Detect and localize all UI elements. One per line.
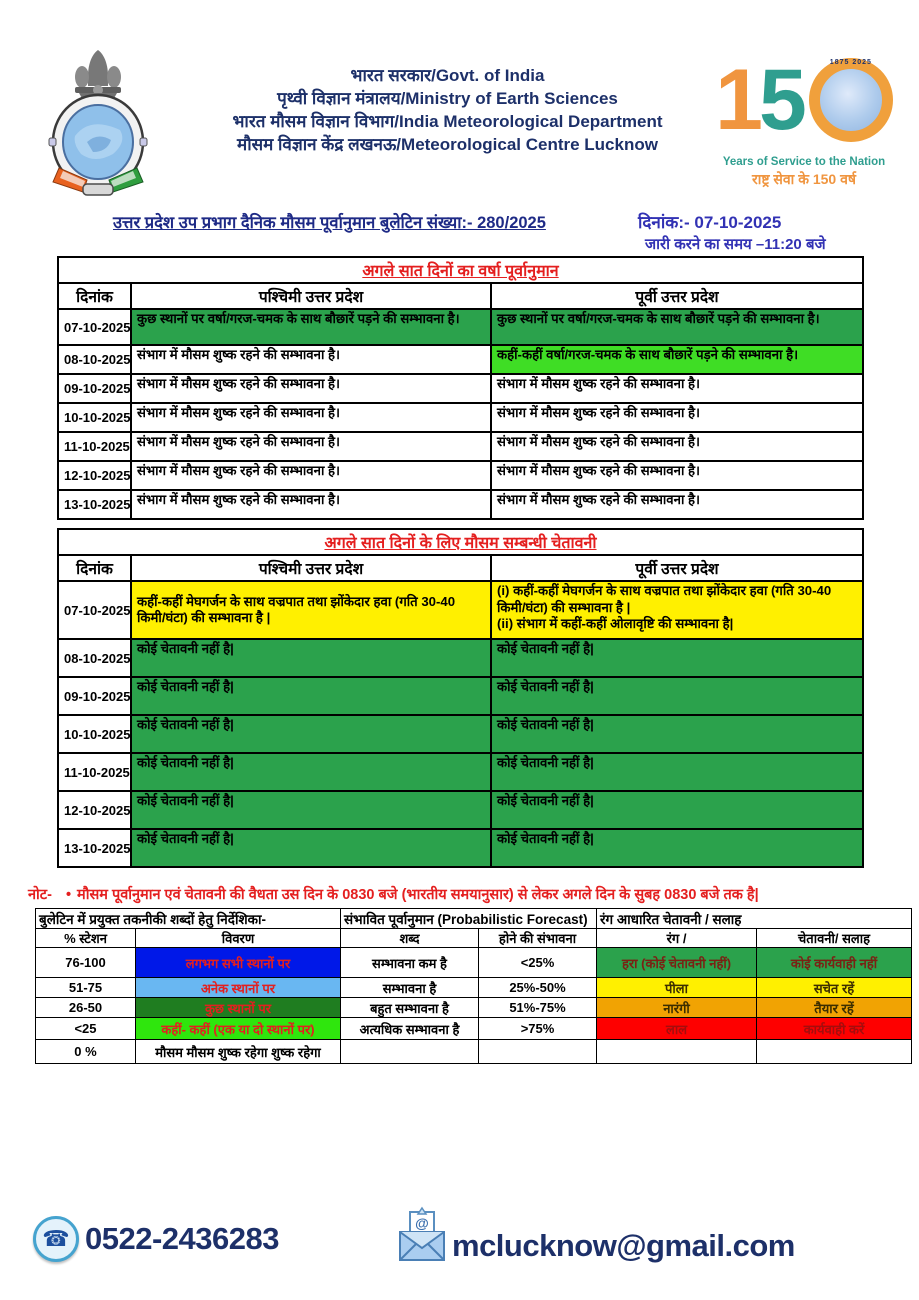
warning-west-3: कोई चेतावनी नहीं है| bbox=[131, 715, 491, 753]
forecast-row bbox=[58, 345, 863, 374]
forecast-row bbox=[58, 461, 863, 490]
legend-colour-2: नारंगी bbox=[597, 998, 757, 1018]
legend-desc-1: अनेक स्थानों पर bbox=[136, 978, 341, 998]
legend-row bbox=[36, 978, 912, 998]
forecast-west-5: संभाग में मौसम शुष्क रहने की सम्भावना है। bbox=[131, 461, 491, 490]
legend-word-3: अत्यधिक सम्भावना है bbox=[341, 1018, 479, 1040]
gov-line-1: भारत सरकार/Govt. of India bbox=[350, 66, 545, 85]
warning-east-1: कोई चेतावनी नहीं है| bbox=[491, 639, 863, 677]
warning-east-2: कोई चेतावनी नहीं है| bbox=[491, 677, 863, 715]
gov-line-3: भारत मौसम विज्ञान विभाग/India Meteorological Department bbox=[232, 112, 663, 131]
legend-desc-3: कहीं- कहीं (एक या दो स्थानों पर) bbox=[136, 1018, 341, 1040]
forecast-east-4: संभाग में मौसम शुष्क रहने की सम्भावना है। bbox=[491, 432, 863, 461]
forecast-date-1: 08-10-2025 bbox=[58, 345, 131, 374]
note-text: मौसम पूर्वानुमान एवं चेतावनी की वैधता उस दिन के 0830 बजे (भारतीय समयानुसार) से लेकर अगले दिन के सुबह 0830 बजे तक है| bbox=[77, 887, 759, 903]
legend-prob-1: 25%-50% bbox=[479, 978, 597, 998]
warning-date-6: 13-10-2025 bbox=[58, 829, 131, 867]
legend-col-word: शब्द bbox=[341, 929, 479, 948]
warning-west-0: कहीं-कहीं मेघगर्जन के साथ वज्रपात तथा झोंकेदार हवा (गति 30-40 किमी/घंटा) की सम्भावना है | bbox=[131, 581, 491, 639]
warning-date-3: 10-10-2025 bbox=[58, 715, 131, 753]
warning-row bbox=[58, 639, 863, 677]
gov-line-4: मौसम विज्ञान केंद्र लखनऊ/Meteorological Centre Lucknow bbox=[237, 135, 658, 154]
warning-date-2: 09-10-2025 bbox=[58, 677, 131, 715]
legend-advice-0: कोई कार्यवाही नहीं bbox=[757, 948, 912, 978]
warning-east-0 bbox=[491, 581, 863, 639]
forecast-west-2: संभाग में मौसम शुष्क रहने की सम्भावना है। bbox=[131, 374, 491, 403]
warning-col-date: दिनांक bbox=[58, 555, 131, 581]
legend-advice-2: तैयार रहें bbox=[757, 998, 912, 1018]
forecast-west-4: संभाग में मौसम शुष्क रहने की सम्भावना है। bbox=[131, 432, 491, 461]
warning-east-0-line2: (ii) संभाग में कहीं-कहीं ओलावृष्टि की सम्भावना है| bbox=[497, 616, 734, 631]
validity-note bbox=[28, 884, 913, 904]
legend-colour-4 bbox=[597, 1040, 757, 1064]
legend-word-2: बहुत सम्भावना है bbox=[341, 998, 479, 1018]
legend-group-terms: बुलेटिन में प्रयुक्त तकनीकी शब्दों हेतु निर्देशिका- bbox=[36, 909, 341, 929]
warning-row bbox=[58, 753, 863, 791]
email-icon bbox=[396, 1206, 448, 1264]
legend-pct-4: 0 % bbox=[36, 1040, 136, 1064]
phone-number: 0522-2436283 bbox=[85, 1221, 279, 1256]
footer-email bbox=[396, 1206, 795, 1264]
issue-time: जारी करने का समय –11:20 बजे bbox=[645, 236, 826, 253]
digit-1: 1 bbox=[715, 52, 759, 148]
forecast-col-date: दिनांक bbox=[58, 283, 131, 309]
forecast-col-west: पश्चिमी उत्तर प्रदेश bbox=[131, 283, 491, 309]
warning-date-1: 08-10-2025 bbox=[58, 639, 131, 677]
forecast-row bbox=[58, 432, 863, 461]
legend-col-advice: चेतावनी/ सलाह bbox=[757, 929, 912, 948]
legend-prob-4 bbox=[479, 1040, 597, 1064]
warning-east-0-line1: (i) कहीं-कहीं मेघगर्जन के साथ वज्रपात तथा झोंकेदार हवा (गति 30-40 किमी/घंटा) की सम्भावना है | bbox=[497, 583, 832, 615]
forecast-east-0: कुछ स्थानों पर वर्षा/गरज-चमक के साथ बौछारें पड़ने की सम्भावना है। bbox=[491, 309, 863, 345]
ring-years: 1875 2025 bbox=[829, 59, 872, 66]
bulletin-date: दिनांक:- 07-10-2025 bbox=[638, 213, 782, 232]
legend-row bbox=[36, 998, 912, 1018]
legend-pct-3: <25 bbox=[36, 1018, 136, 1040]
forecast-row bbox=[58, 490, 863, 519]
forecast-row bbox=[58, 309, 863, 345]
legend-pct-0: 76-100 bbox=[36, 948, 136, 978]
warning-east-3: कोई चेतावनी नहीं है| bbox=[491, 715, 863, 753]
forecast-east-6: संभाग में मौसम शुष्क रहने की सम्भावना है। bbox=[491, 490, 863, 519]
forecast-west-3: संभाग में मौसम शुष्क रहने की सम्भावना है। bbox=[131, 403, 491, 432]
legend-word-4 bbox=[341, 1040, 479, 1064]
warning-row bbox=[58, 677, 863, 715]
legend-row bbox=[36, 948, 912, 978]
bulletin-title: उत्तर प्रदेश उप प्रभाग दैनिक मौसम पूर्वानुमान बुलेटिन संख्या:- 280/2025 bbox=[113, 214, 546, 232]
legend-advice-1: सचेत रहें bbox=[757, 978, 912, 998]
imd-logo bbox=[35, 46, 161, 203]
legend-col-pct: % स्टेशन bbox=[36, 929, 136, 948]
forecast-date-3: 10-10-2025 bbox=[58, 403, 131, 432]
forecast-west-1: संभाग में मौसम शुष्क रहने की सम्भावना है। bbox=[131, 345, 491, 374]
forecast-row bbox=[58, 374, 863, 403]
legend-col-desc: विवरण bbox=[136, 929, 341, 948]
legend-word-1: सम्भावना है bbox=[341, 978, 479, 998]
forecast-date-0: 07-10-2025 bbox=[58, 309, 131, 345]
legend-group-probabilistic: संभावित पूर्वानुमान (Probabilistic Forecast) bbox=[341, 909, 597, 929]
warning-east-6: कोई चेतावनी नहीं है| bbox=[491, 829, 863, 867]
gov-line-2: पृथ्वी विज्ञान मंत्रालय/Ministry of Earth Sciences bbox=[277, 89, 618, 108]
bullet-icon: • bbox=[65, 887, 72, 903]
forecast-date-6: 13-10-2025 bbox=[58, 490, 131, 519]
warning-row bbox=[58, 791, 863, 829]
warning-row bbox=[58, 715, 863, 753]
legend-table bbox=[35, 908, 912, 1064]
email-address: mclucknow@gmail.com bbox=[452, 1228, 795, 1263]
legend-pct-1: 51-75 bbox=[36, 978, 136, 998]
legend-pct-2: 26-50 bbox=[36, 998, 136, 1018]
legend-prob-3: >75% bbox=[479, 1018, 597, 1040]
legend-col-prob: होने की संभावना bbox=[479, 929, 597, 948]
warning-west-5: कोई चेतावनी नहीं है| bbox=[131, 791, 491, 829]
legend-advice-3: कार्यवाही करें bbox=[757, 1018, 912, 1040]
legend-colour-3: लाल bbox=[597, 1018, 757, 1040]
warning-west-4: कोई चेतावनी नहीं है| bbox=[131, 753, 491, 791]
forecast-east-2: संभाग में मौसम शुष्क रहने की सम्भावना है। bbox=[491, 374, 863, 403]
legend-advice-4 bbox=[757, 1040, 912, 1064]
legend-row bbox=[36, 1018, 912, 1040]
forecast-east-3: संभाग में मौसम शुष्क रहने की सम्भावना है। bbox=[491, 403, 863, 432]
forecast-table bbox=[57, 256, 864, 520]
svg-text:@: @ bbox=[415, 1215, 429, 1231]
legend-colour-1: पीला bbox=[597, 978, 757, 998]
forecast-table-title: अगले सात दिनों का वर्षा पूर्वानुमान bbox=[58, 257, 863, 283]
legend-group-colour: रंग आधारित चेतावनी / सलाह bbox=[597, 909, 912, 929]
forecast-east-1: कहीं-कहीं वर्षा/गरज-चमक के साथ बौछारें पड़ने की सम्भावना है। bbox=[491, 345, 863, 374]
warning-table bbox=[57, 528, 864, 868]
rashtra-seva-text: राष्ट्र सेवा के 150 वर्ष bbox=[752, 171, 856, 187]
note-label: नोट- bbox=[28, 887, 52, 903]
legend-col-colour: रंग / bbox=[597, 929, 757, 948]
legend-desc-4: मौसम मौसम शुष्क रहेगा शुष्क रहेगा bbox=[136, 1040, 341, 1064]
forecast-col-east: पूर्वी उत्तर प्रदेश bbox=[491, 283, 863, 309]
150-number bbox=[693, 52, 915, 148]
imd-emblem-icon bbox=[35, 46, 161, 198]
digit-5: 5 bbox=[759, 52, 805, 148]
legend-desc-0: लगभग सभी स्थानों पर bbox=[136, 948, 341, 978]
legend-prob-2: 51%-75% bbox=[479, 998, 597, 1018]
legend-row bbox=[36, 1040, 912, 1064]
forecast-west-0: कुछ स्थानों पर वर्षा/गरज-चमक के साथ बौछारें पड़ने की सम्भावना है। bbox=[131, 309, 491, 345]
150-years-logo bbox=[693, 52, 915, 189]
forecast-row bbox=[58, 403, 863, 432]
forecast-date-5: 12-10-2025 bbox=[58, 461, 131, 490]
warning-date-5: 12-10-2025 bbox=[58, 791, 131, 829]
warning-table-title: अगले सात दिनों के लिए मौसम सम्बन्धी चेतावनी bbox=[58, 529, 863, 555]
warning-col-east: पूर्वी उत्तर प्रदेश bbox=[491, 555, 863, 581]
legend-desc-2: कुछ स्थानों पर bbox=[136, 998, 341, 1018]
warning-west-1: कोई चेतावनी नहीं है| bbox=[131, 639, 491, 677]
legend-word-0: सम्भावना कम है bbox=[341, 948, 479, 978]
warning-date-0: 07-10-2025 bbox=[58, 581, 131, 639]
warning-date-4: 11-10-2025 bbox=[58, 753, 131, 791]
warning-east-4: कोई चेतावनी नहीं है| bbox=[491, 753, 863, 791]
legend-prob-0: <25% bbox=[479, 948, 597, 978]
forecast-date-4: 11-10-2025 bbox=[58, 432, 131, 461]
warning-west-2: कोई चेतावनी नहीं है| bbox=[131, 677, 491, 715]
years-of-service-text: Years of Service to the Nation bbox=[722, 156, 886, 168]
forecast-date-2: 09-10-2025 bbox=[58, 374, 131, 403]
forecast-west-6: संभाग में मौसम शुष्क रहने की सम्भावना है। bbox=[131, 490, 491, 519]
warning-row bbox=[58, 829, 863, 867]
phone-icon: ☎ bbox=[33, 1216, 79, 1262]
forecast-east-5: संभाग में मौसम शुष्क रहने की सम्भावना है। bbox=[491, 461, 863, 490]
warning-col-west: पश्चिमी उत्तर प्रदेश bbox=[131, 555, 491, 581]
globe-zero-icon bbox=[809, 58, 893, 142]
warning-east-5: कोई चेतावनी नहीं है| bbox=[491, 791, 863, 829]
warning-row bbox=[58, 581, 863, 639]
legend-colour-0: हरा (कोई चेतावनी नहीं) bbox=[597, 948, 757, 978]
footer-phone bbox=[33, 1216, 279, 1262]
government-header bbox=[175, 64, 720, 156]
warning-west-6: कोई चेतावनी नहीं है| bbox=[131, 829, 491, 867]
